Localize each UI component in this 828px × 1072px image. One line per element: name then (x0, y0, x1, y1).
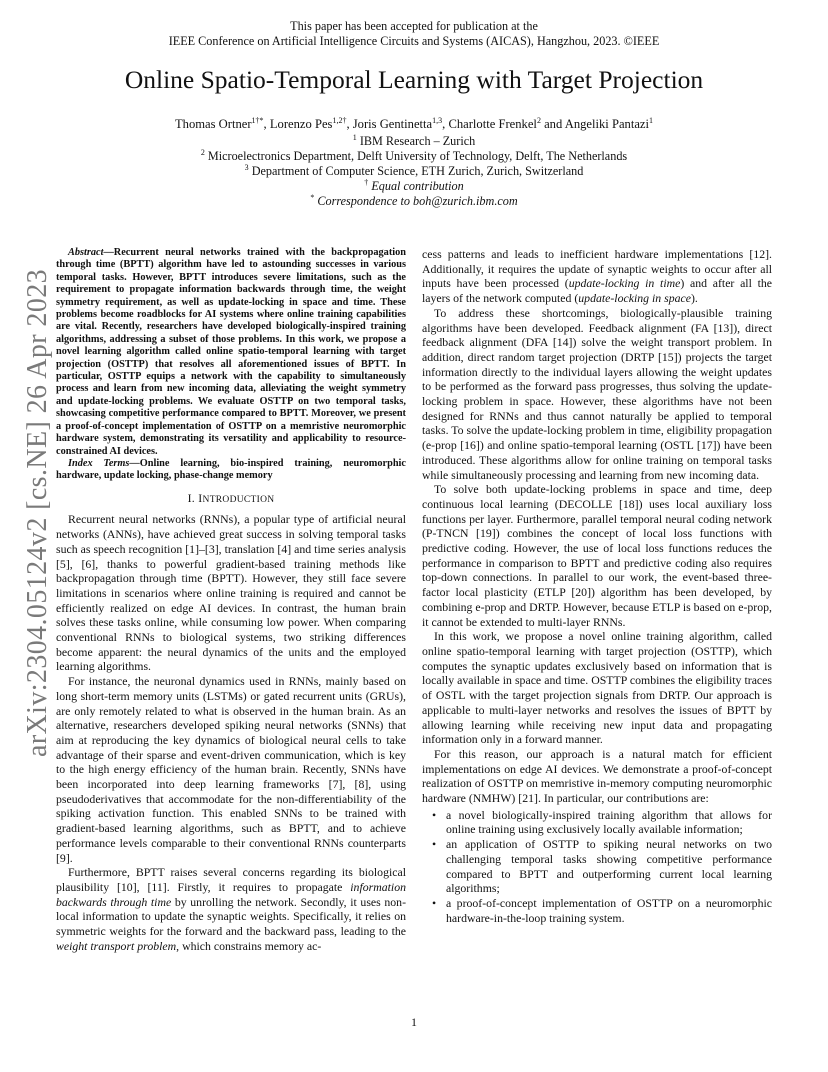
affiliation-2 (0, 149, 828, 164)
paragraph: For instance, the neuronal dynamics used in RNNs, mainly based on long short-term memory units (LSTMs) or gated recurrent units (GRUs), are only remotely related to what is observed in the human brain. As an alternative, researchers developed spiking neural networks (SNNs) that aim at reproducing the key dynamics of biological neural cells to take advantage of their sparse and event-driven communication, which is key to the high energy efficiency of the human brain. Recently, SNNs have been incorporated into deep learning frameworks [7], [8], using pseudoderivatives that accommodate for the non-differentiability of the spiking activation function. This enabled SNNs to be trained with gradient-based learning algorithms, such as BPTT, and to achieve performance levels comparable to their conventional RNNs counterparts [9]. (56, 674, 406, 865)
emphasis: information backwards through time (56, 880, 406, 909)
affiliation-sup: * (310, 193, 315, 202)
author-affil-sup: 1 (649, 116, 654, 125)
right-column (422, 247, 772, 925)
publication-notice-line1: This paper has been accepted for publication at the (290, 19, 538, 33)
author-name: Lorenzo Pes (269, 117, 333, 131)
paragraph: For this reason, our approach is a natural match for efficient implementations on edge AI devices. We demonstrate a proof-of-concept realization of OSTTP on memristive in-memory computing neuromorphic hardware (NMHW) [21]. In particular, our contributions are: (422, 746, 772, 806)
abstract-label: Abstract (68, 247, 104, 258)
text-run: ) and after all the layers of the network computed ( (422, 276, 772, 306)
affiliation-1 (0, 134, 828, 149)
index-terms-label: Index Terms (68, 457, 130, 469)
emphasis: update-locking in space (578, 291, 691, 306)
author-name: Charlotte Frenkel (448, 117, 537, 131)
affiliation-sup: † (364, 178, 369, 187)
equal-contribution-note (0, 179, 828, 194)
emphasis: weight transport problem (56, 938, 177, 953)
author-affil-sup: 1,3 (432, 116, 443, 125)
arxiv-stamp: arXiv:2304.05124v2 [cs.NE] 26 Apr 2023 (22, 268, 53, 757)
paragraph (56, 865, 406, 953)
emphasis: update-locking in time (568, 276, 681, 291)
author-separator: , (263, 117, 270, 131)
affiliation-sup: 3 (244, 163, 249, 172)
contributions-list (422, 808, 772, 926)
list-item: • an application of OSTTP to spiking neural networks on two challenging temporal tasks showing competitive performance compared to BPTT and outperforming current local learning algorithms; (446, 837, 772, 896)
left-column (56, 247, 406, 954)
author-separator: and (540, 117, 565, 131)
section-initial: I (198, 490, 203, 505)
index-terms (56, 458, 406, 483)
affiliation-text: Microelectronics Department, Delft University of Technology, Delft, The Netherlands (207, 149, 628, 163)
page-number: 1 (411, 1015, 417, 1029)
affiliation-3 (0, 164, 828, 179)
author-name: Joris Gentinetta (352, 117, 433, 131)
affiliation-text: Correspondence to boh@zurich.ibm.com (317, 194, 518, 208)
affiliation-sup: 2 (200, 148, 205, 157)
text-run: by unrolling the network. Secondly, it uses non-local information to update the synaptic weights. Specifically, it relies on symmetric weights for the forward and the backward pass, leading to the (56, 894, 406, 939)
section-title-rest: NTRODUCTION (202, 494, 275, 505)
text-run: ). (690, 291, 698, 306)
paragraph: To address these shortcomings, biologically-plausible training algorithms have been developed. Feedback alignment (FA [13]), direct feedback alignment (DFA [14]) solve the weight transport problem. In addition, direct random target projection (DRTP [15]) projects the target information directly to the individual layers allowing the weight updates to be performed as the forward pass progresses, thus solving the update-locking problem in space. However, these algorithms have not been designed for RNNs and thus cannot naturally be applied to temporal tasks. To solve the update-locking problem in time, eligibility propagation (e-prop [16]) and online spatio-temporal learning (OSTL [17]) have been introduced. These algorithms allow for online training on temporal tasks while simultaneously processing and learning from new incoming data. (422, 305, 772, 482)
author-separator: , (442, 117, 449, 131)
paper-title: Online Spatio-Temporal Learning with Target Projection (124, 65, 704, 94)
affiliation-text: Department of Computer Science, ETH Zurich, Zurich, Switzerland (251, 164, 584, 178)
correspondence-note (0, 194, 828, 209)
author-name: Thomas Ortner (174, 117, 252, 131)
author-affil-sup: 2 (536, 116, 541, 125)
affiliation-sup: 1 (352, 133, 357, 142)
author-list (0, 117, 828, 132)
abstract (56, 247, 406, 458)
paragraph (422, 247, 772, 306)
affiliation-text: Equal contribution (371, 179, 464, 193)
text-run: , which constrains memory ac- (176, 938, 322, 953)
author-affil-sup: 1†* (251, 116, 264, 125)
publication-notice-line2: IEEE Conference on Artificial Intelligence Circuits and Systems (AICAS), Hangzhou, 2023. ©IEEE (168, 34, 660, 48)
text-run: cess patterns and leads to inefficient hardware implementations [12]. Additionally, it requires the update of synaptic weights to occur after all inputs have been processed ( (422, 247, 772, 291)
affiliation-text: IBM Research – Zurich (359, 134, 476, 148)
list-item: • a proof-of-concept implementation of OSTTP on a neuromorphic hardware-in-the-loop training system. (446, 896, 772, 925)
text-run: Furthermore, BPTT raises several concerns regarding its biological plausibility [10], [11]. Firstly, it requires to propagate (56, 865, 406, 894)
paragraph: Recurrent neural networks (RNNs), a popular type of artificial neural networks (ANNs), have achieved great success in solving temporal tasks such as speech recognition [1]–[3], translation [4] and time series analysis [5], [6], thanks to powerful gradient-based training methods like backpropagation through time (BPTT). However, they still face severe limitations in scenarios where online training is required and cannot be efficiently realized on edge AI devices. In contrast, the human brain solves these tasks online, while consuming low power. When comparing conventional RNNs to biological systems, two striking differences become apparent: the neural dynamics of the units and the employed learning algorithms. (56, 512, 406, 674)
author-affil-sup: 1,2† (332, 116, 347, 125)
list-item: • a novel biologically-inspired training algorithm that allows for online training using exclusively locally available information; (446, 808, 772, 837)
paragraph: To solve both update-locking problems in space and time, deep continuous local learning (DECOLLE [18]) uses local auxiliary loss functions per layer. Furthermore, parallel temporal neural coding network (P-TNCN [19]) combines the concept of local loss functions with predictive coding. However, the use of local loss functions reduces the performance in comparison to BPTT and predictive coding also requires top-down connections. In parallel to our work, the event-based three-factor local plasticity (ETLP [20]) algorithm has been developed, by combining e-prop and DRTP. However, because ETLP is based on e-prop, it cannot be extended to multi-layer RNNs. (422, 482, 772, 629)
author-name: Angeliki Pantazi (564, 117, 650, 131)
author-separator: , (346, 117, 353, 131)
section-numeral: I. (187, 490, 199, 505)
index-terms-text: —Online learning, bio-inspired training, neuromorphic hardware, update locking, phase-change memory (56, 457, 406, 482)
paragraph: In this work, we propose a novel online training algorithm, called online spatio-temporal learning with target projection (OSTTP), which computes the synaptic updates exclusively based on information that is locally available in space and time. OSTTP combines the eligibility traces of OSTL with the target projection signals from DRTP. Our approach is applicable to multi-layer networks and resolves the issues of BPTT by allowing learning while receiving new input data and propagating information only in a forward manner. (422, 629, 772, 747)
section-heading-introduction (56, 491, 406, 508)
abstract-text: —Recurrent neural networks trained with the backpropagation through time (BPTT) algorithm have led to astounding successes in various temporal tasks. However, BPTT introduces severe limitations, such as the requirement to propagate information backwards through time, the weight symmetry requirement, as well as update-locking in space and time. These problems become roadblocks for AI systems where online training capabilities are vital. Recently, researchers have developed biologically-inspired training algorithms, addressing a subset of those problems. In this work, we propose a novel learning algorithm called online spatio-temporal learning with target projection (OSTTP) that resolves all aforementioned issues of BPTT. In particular, OSTTP equips a network with the capability to simultaneously process and learn from new incoming data, alleviating the weight symmetry and update-locking problems. We evaluate OSTTP on two temporal tasks, showcasing competitive performance compared to BPTT. Moreover, we present a proof-of-concept implementation of OSTTP on a memristive neuromorphic hardware system, demonstrating its versatility and applicability to resource-constrained AI devices. (56, 247, 406, 457)
